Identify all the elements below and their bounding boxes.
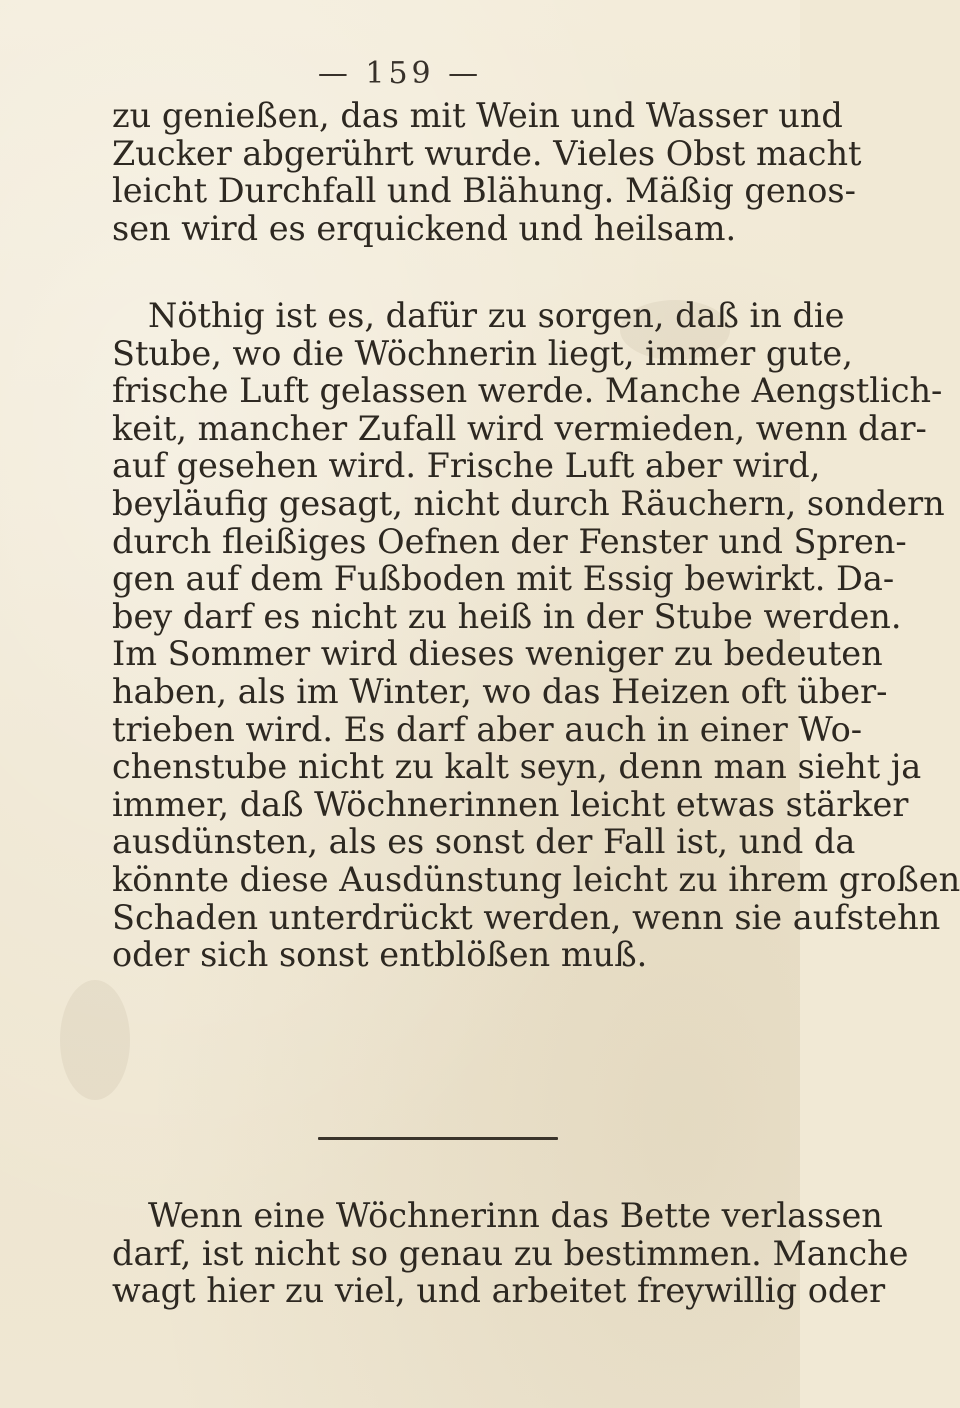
paragraph-1: [112, 96, 862, 248]
text-line: könnte diese Ausdünstung leicht zu ihrem großen: [112, 859, 960, 899]
text-line: Nöthig ist es, dafür zu sorgen, daß in die: [148, 296, 845, 335]
text-line: sen wird es erquickend und heilsam.: [112, 208, 737, 248]
text-line: trieben wird. Es darf aber auch in einer Wo-: [112, 709, 863, 749]
text-line: durch fleißiges Oefnen der Fenster und Spren-: [112, 521, 907, 561]
text-line: darf, ist nicht so genau zu bestimmen. Manche: [112, 1233, 909, 1273]
text-line: zu genießen, das mit Wein und Wasser und: [112, 96, 843, 135]
paragraph-3: [112, 1196, 909, 1311]
text-line: haben, als im Winter, wo das Heizen oft über-: [112, 671, 888, 711]
text-line: gen auf dem Fußboden mit Essig bewirkt. Da-: [112, 559, 895, 599]
page-number: — 159 —: [317, 56, 483, 91]
text-line: chenstube nicht zu kalt seyn, denn man sieht ja: [112, 747, 922, 787]
text-line: keit, mancher Zufall wird vermieden, wenn dar-: [112, 408, 927, 448]
text-line: beyläufig gesagt, nicht durch Räuchern, sondern: [112, 483, 945, 523]
text-line: wagt hier zu viel, und arbeitet freywillig oder: [112, 1271, 886, 1311]
text-line: Wenn eine Wöchnerinn das Bette verlassen: [148, 1196, 883, 1235]
paragraph-2: [112, 296, 960, 975]
text-line: bey darf es nicht zu heiß in der Stube werden.: [112, 596, 902, 636]
text-line: auf gesehen wird. Frische Luft aber wird,: [112, 446, 821, 486]
text-line: frische Luft gelassen werde. Manche Aengstlich-: [112, 371, 943, 411]
text-line: Stube, wo die Wöchnerin liegt, immer gute,: [112, 333, 853, 373]
text-line: leicht Durchfall und Blähung. Mäßig genos-: [112, 171, 856, 211]
text-line: ausdünsten, als es sonst der Fall ist, und da: [112, 822, 856, 862]
text-line: oder sich sonst entblößen muß.: [112, 935, 648, 975]
text-line: Im Sommer wird dieses weniger zu bedeuten: [112, 634, 883, 674]
text-line: immer, daß Wöchnerinnen leicht etwas stärker: [112, 784, 909, 824]
text-line: Schaden unterdrückt werden, wenn sie aufstehn: [112, 897, 941, 937]
paper-stain: [60, 980, 130, 1100]
text-line: Zucker abgerührt wurde. Vieles Obst macht: [112, 133, 862, 173]
section-divider: [318, 1137, 558, 1140]
